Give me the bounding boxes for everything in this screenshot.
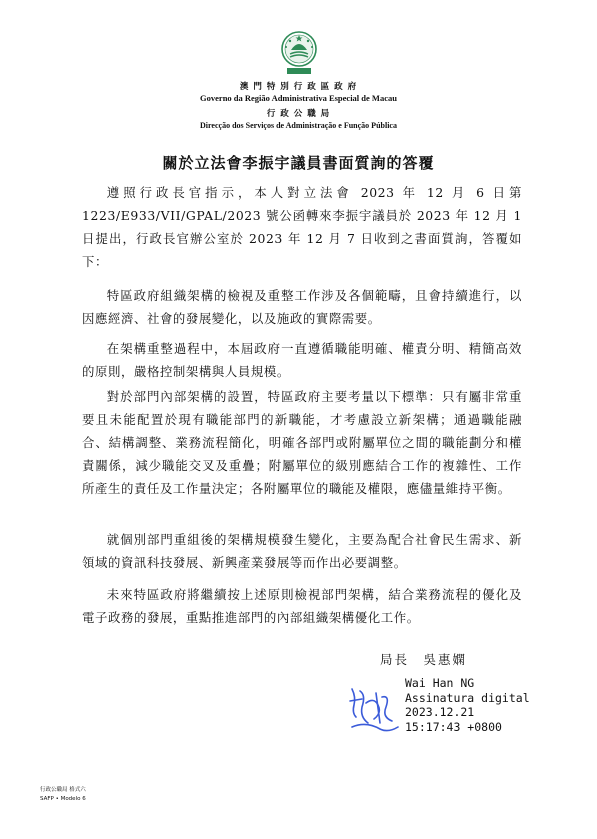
macau-emblem-icon bbox=[278, 30, 320, 76]
header-department-pt: Direcção dos Serviços de Administração e Função Pública bbox=[200, 121, 397, 130]
paragraph-6: 未來特區政府將繼續按上述原則檢視部門架構，結合業務流程的優化及電子政務的發展，重點推進部門的內部組織架構優化工作。 bbox=[82, 587, 522, 625]
footer-form-zh: 行政公職局 格式六 bbox=[40, 787, 86, 793]
digital-signature-time: 15:17:43 +0800 bbox=[405, 719, 502, 734]
handwritten-signature bbox=[346, 683, 402, 735]
form-footer bbox=[40, 786, 86, 804]
paragraph-5: 就個別部門重組後的架構規模發生變化，主要為配合社會民生需求、新領域的資訊科技發展、新興產業發展等而作出必要調整。 bbox=[82, 532, 522, 570]
digital-signature-name: Wai Han NG bbox=[405, 676, 475, 690]
digital-signature-date: 2023.12.21 bbox=[405, 705, 475, 719]
digital-signature-label: Assinatura digital bbox=[405, 690, 530, 705]
header-government-zh: 澳 門 特 別 行 政 區 政 府 bbox=[239, 82, 358, 92]
header-department-zh: 行 政 公 職 局 bbox=[266, 109, 331, 119]
paragraph-4: 對於部門內部架構的設置，特區政府主要考量以下標準：只有屬非常重要且未能配置於現有職能部門的新職能，才考慮設立新架構；通過職能融合、結構調整、業務流程簡化，明確各部門或附屬單位之間的職能劃分和權責關係，減少職能交叉及重疊；附屬單位的級別應結合工作的複雜性、工作所產生的責任及工作量決定；各附屬單位的職能及權限，應儘量維持平衡。 bbox=[82, 389, 522, 496]
document-title: 關於立法會李振宇議員書面質詢的答覆 bbox=[162, 154, 435, 172]
digital-signature-block bbox=[405, 676, 530, 734]
paragraph-1: 遵照行政長官指示，本人對立法會 2023 年 12 月 6 日第 1223/E933/VII/GPAL/2023 號公函轉來李振宇議員於 2023 年 12 月 1 日提出，行政長官辦公室於 2023 年 12 月 7 日收到之書面質詢，答覆如下： bbox=[82, 185, 522, 269]
footer-form-pt: SAFP • Modelo 6 bbox=[40, 796, 86, 802]
paragraph-3: 在架構重整過程中，本屆政府一直遵循職能明確、權責分明、精簡高效的原則，嚴格控制架構與人員規模。 bbox=[82, 341, 522, 379]
signatory-title: 局長 吳惠嫻 bbox=[380, 652, 468, 667]
header-government-pt: Governo da Região Administrativa Especial de Macau bbox=[200, 93, 397, 103]
paragraph-2: 特區政府組織架構的檢視及重整工作涉及各個範疇，且會持續進行，以因應經濟、社會的發展變化，以及施政的實際需要。 bbox=[82, 288, 522, 326]
